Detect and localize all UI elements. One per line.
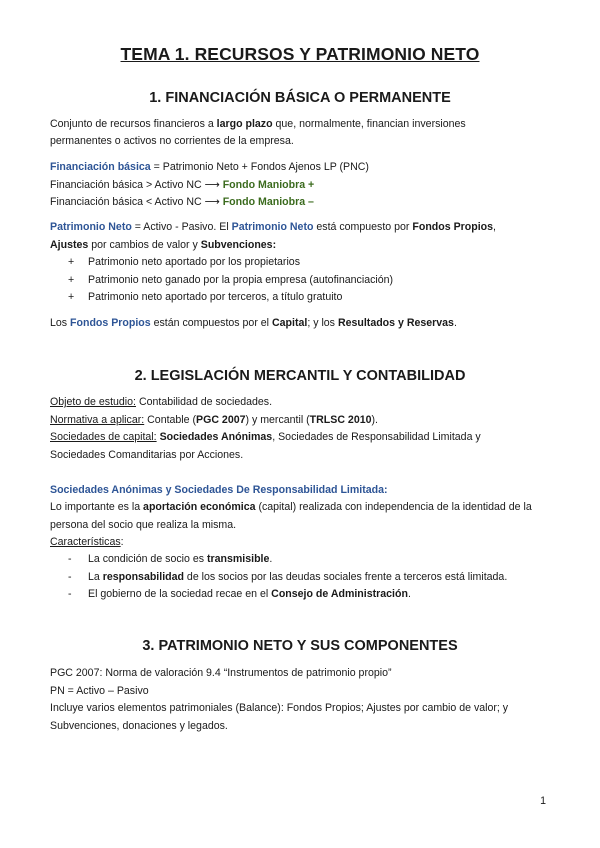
list-item-text: Patrimonio neto aportado por los propietarios xyxy=(88,256,300,268)
section-2-heading: 2. LEGISLACIÓN MERCANTIL Y CONTABILIDAD xyxy=(134,368,466,384)
text: . xyxy=(453,317,457,329)
text: : xyxy=(120,536,124,548)
term-patrimonio-neto: Patrimonio Neto xyxy=(231,221,314,233)
text: ; y los xyxy=(307,317,338,329)
s1-formula-1 xyxy=(50,159,550,177)
text-bold: PGC 2007 xyxy=(196,414,246,426)
text-bold: Subvenciones: xyxy=(200,239,277,251)
s1-formula-3 xyxy=(50,194,550,212)
term-fondos-propios: Fondos Propios xyxy=(70,317,151,329)
text: Financiación básica < Activo NC xyxy=(50,196,205,208)
s1-formula-2 xyxy=(50,177,550,195)
text: Lo importante es la xyxy=(50,501,144,513)
s1-pn-line-1 xyxy=(50,219,550,237)
text: están compuestos por el xyxy=(150,317,272,329)
text: Contable ( xyxy=(144,414,197,426)
list-item-text: Patrimonio neto aportado por terceros, a título gratuito xyxy=(88,291,343,303)
text-bold: Consejo de Administración xyxy=(271,588,408,600)
text-bold: Capital xyxy=(271,317,308,329)
text-bold: responsabilidad xyxy=(102,571,184,583)
s3-line-1: PGC 2007: Norma de valoración 9.4 “Instrumentos de patrimonio propio” xyxy=(50,667,392,679)
text: . xyxy=(407,588,411,600)
text: . xyxy=(269,553,273,565)
term-patrimonio-neto: Patrimonio Neto xyxy=(50,221,132,233)
dash-bullet-icon: - xyxy=(68,588,72,600)
s1-intro-line-1 xyxy=(50,116,550,134)
text-bold: Fondos Propios xyxy=(412,221,494,233)
text: que, normalmente, financian inversiones xyxy=(272,118,466,130)
text-green: Fondo Maniobra – xyxy=(219,196,314,208)
text: Los xyxy=(50,317,71,329)
text: Financiación básica > Activo NC xyxy=(50,179,205,191)
s1-fondos-propios-line xyxy=(50,315,550,333)
text: ) y mercantil ( xyxy=(245,414,310,426)
text-bold: aportación económica xyxy=(143,501,256,513)
s3-line-2: PN = Activo – Pasivo xyxy=(50,685,149,697)
text-bold: Ajustes xyxy=(50,239,89,251)
plus-bullet-icon: + xyxy=(68,291,75,303)
page-title: TEMA 1. RECURSOS Y PATRIMONIO NETO xyxy=(120,44,480,64)
text: Conjunto de recursos financieros a xyxy=(50,118,217,130)
list-item xyxy=(68,586,411,604)
label-underlined: Normativa a aplicar: xyxy=(50,414,145,426)
text: = Activo - Pasivo. El xyxy=(131,221,232,233)
list-item xyxy=(68,289,342,307)
s1-pn-line-2 xyxy=(50,237,550,255)
text-bold: Resultados y Reservas xyxy=(337,317,454,329)
arrow-right-icon: ⟶ xyxy=(204,179,220,191)
text-green: Fondo Maniobra + xyxy=(219,179,315,191)
page-number: 1 xyxy=(540,795,546,807)
s2-normativa-line xyxy=(50,412,550,430)
text-bold: transmisible xyxy=(206,553,270,565)
text: de los socios por las deudas sociales frente a terceros está limitada. xyxy=(183,571,508,583)
text-bold: TRLSC 2010 xyxy=(309,414,372,426)
text: , xyxy=(493,221,496,233)
list-item xyxy=(68,569,507,587)
section-3-heading: 3. PATRIMONIO NETO Y SUS COMPONENTES xyxy=(142,638,458,654)
s1-intro-line-2: permanentes o activos no corrientes de la empresa. xyxy=(50,135,294,147)
label-underlined: Características xyxy=(50,536,121,548)
term-financiacion-basica: Financiación básica xyxy=(50,161,151,173)
text: La xyxy=(88,571,103,583)
list-item-text: Patrimonio neto ganado por la propia empresa (autofinanciación) xyxy=(88,274,394,286)
text: La condición de socio es xyxy=(88,553,207,565)
plus-bullet-icon: + xyxy=(68,256,75,268)
text: por cambios de valor y xyxy=(88,239,201,251)
label-underlined: Objeto de estudio: xyxy=(50,396,136,408)
list-item xyxy=(68,272,393,290)
text: El gobierno de la sociedad recae en el xyxy=(88,588,272,600)
text: = Patrimonio Neto + Fondos Ajenos LP (PNC) xyxy=(150,161,369,173)
text: Contabilidad de sociedades. xyxy=(136,396,273,408)
text: ). xyxy=(371,414,378,426)
dash-bullet-icon: - xyxy=(68,571,72,583)
arrow-right-icon: ⟶ xyxy=(204,196,220,208)
text-bold: Sociedades Anónimas xyxy=(159,431,273,443)
text: está compuesto por xyxy=(313,221,413,233)
dash-bullet-icon: - xyxy=(68,553,72,565)
label-underlined: Sociedades de capital: xyxy=(50,431,157,443)
s3-line-3: Incluye varios elementos patrimoniales (Balance): Fondos Propios; Ajustes por cambio de valor; y xyxy=(50,702,509,714)
s2-sociedades-line-2: Sociedades Comanditarias por Acciones. xyxy=(50,449,244,461)
text: , Sociedades de Responsabilidad Limitada y xyxy=(272,431,481,443)
text: (capital) realizada con independencia de la identidad de la xyxy=(255,501,532,513)
s2-objeto-line xyxy=(50,394,550,412)
subheading-text: Sociedades Anónimas y Sociedades De Responsabilidad Limitada: xyxy=(50,484,388,496)
s2-importante-line-2: persona del socio que realiza la misma. xyxy=(50,519,237,531)
s2-caracteristicas-label xyxy=(50,534,550,552)
section-1-heading: 1. FINANCIACIÓN BÁSICA O PERMANENTE xyxy=(149,90,451,106)
plus-bullet-icon: + xyxy=(68,274,75,286)
text-bold: largo plazo xyxy=(216,118,273,130)
list-item xyxy=(68,254,300,272)
s2-sociedades-line-1 xyxy=(50,429,550,447)
list-item xyxy=(68,551,272,569)
s3-line-4: Subvenciones, donaciones y legados. xyxy=(50,720,228,732)
s2-subheading xyxy=(50,482,550,500)
s2-importante-line-1 xyxy=(50,499,550,517)
